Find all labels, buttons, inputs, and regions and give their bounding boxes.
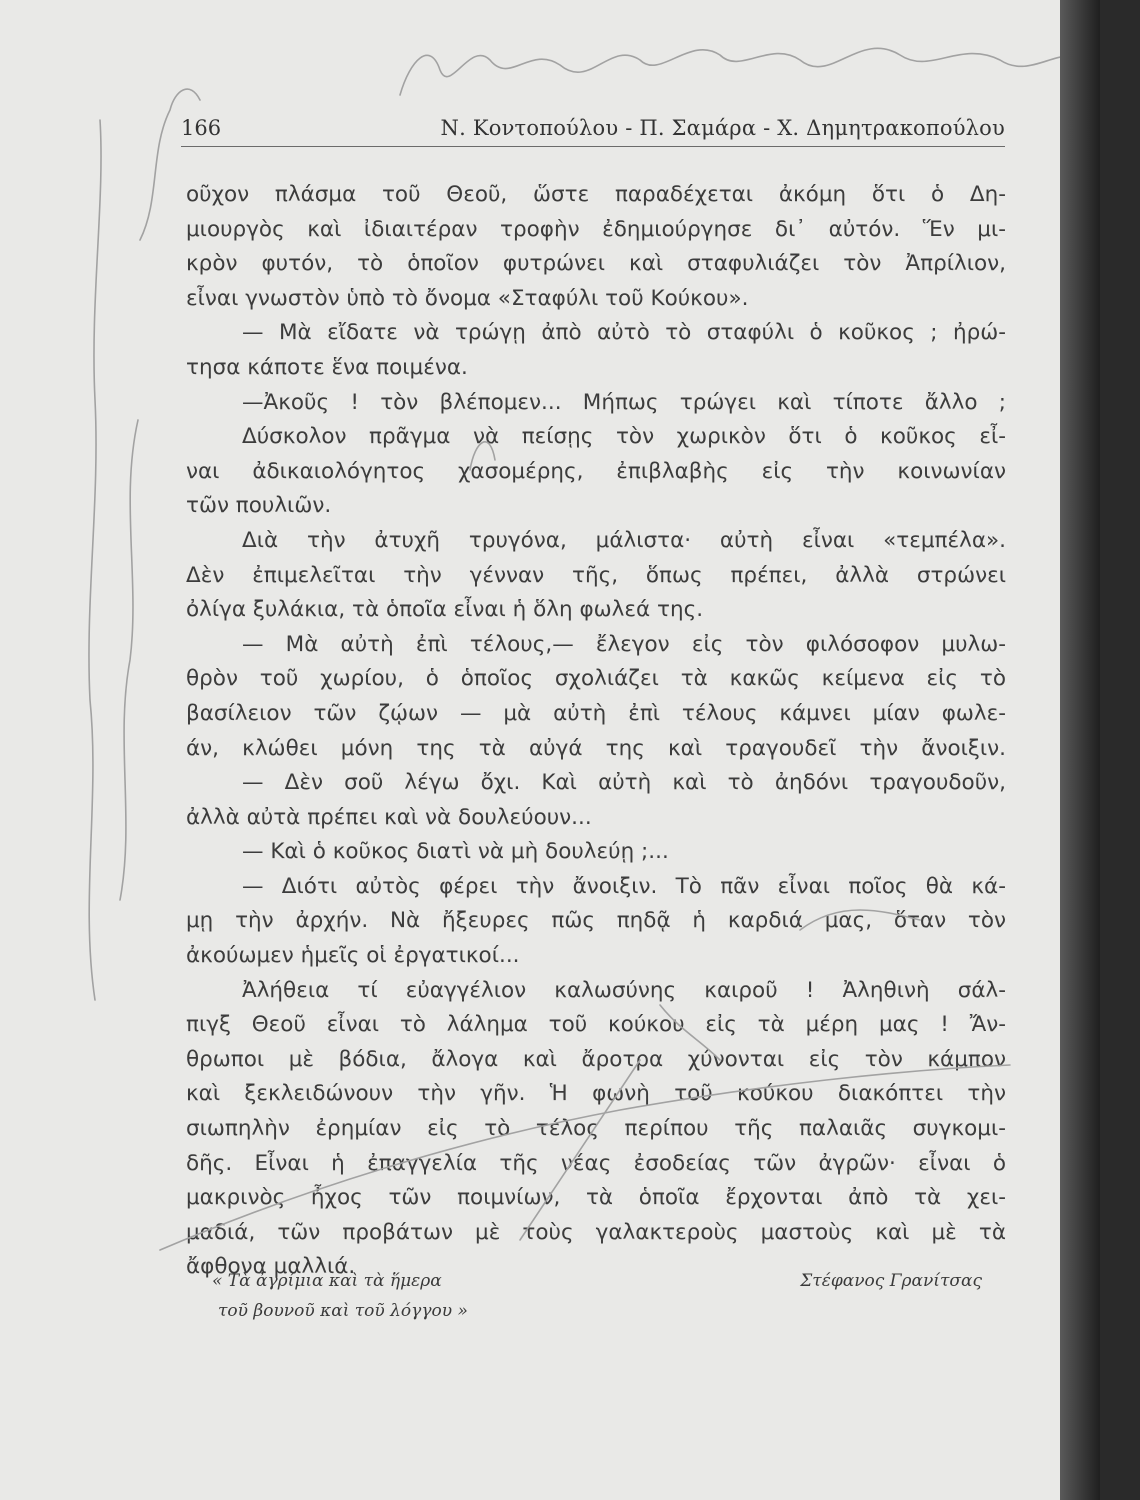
text-line: — Μὰ εἴδατε νὰ τρώγῃ ἀπὸ αὐτὸ τὸ σταφύλι ὁ κοῦκος ; ἠρώ- <box>242 320 1006 346</box>
text-line: τῶν πουλιῶν. <box>186 493 332 519</box>
text-line: κρὸν φυτόν, τὸ ὁποῖον φυτρώνει καὶ σταφυλιάζει τὸν Ἀπρίλιον, <box>186 251 1006 277</box>
text-line: Ἀλήθεια τί εὐαγγέλιον καλωσύνης καιροῦ ! Ἀληθινὴ σάλ- <box>242 977 1006 1003</box>
text-line: θρωποι μὲ βόδια, ἄλογα καὶ ἄροτρα χύνονται εἰς τὸν κάμπον <box>186 1046 1006 1072</box>
pencil-scribble-left-2 <box>120 420 138 900</box>
text-line: — Δὲν σοῦ λέγω ὄχι. Καὶ αὐτὴ καὶ τὸ ἀηδόνι τραγουδοῦν, <box>242 770 1006 796</box>
text-line: βασίλειον τῶν ζῴων — μὰ αὐτὴ ἐπὶ τέλους κάμνει μίαν φωλε- <box>186 700 1006 726</box>
text-line: καὶ ξεκλειδώνουν τὴν γῆν. Ἡ φωνὴ τοῦ κούκου διακόπτει τὴν <box>186 1081 1006 1107</box>
page-header <box>181 112 1005 147</box>
pencil-scribble-left <box>89 120 101 1000</box>
text-line: — Διότι αὐτὸς φέρει τὴν ἄνοιξιν. Τὸ πᾶν εἶναι ποῖος θὰ κά- <box>242 873 1006 899</box>
page-number: 166 <box>181 116 222 140</box>
author-name: Στέφανος Γρανίτσας <box>800 1271 982 1291</box>
text-line: — Καὶ ὁ κοῦκος διατὶ νὰ μὴ δουλεύῃ ;... <box>242 839 669 865</box>
text-line: μακρινὸς ἦχος τῶν ποιμνίων, τὰ ὁποῖα ἔρχονται ἀπὸ τὰ χει- <box>186 1185 1006 1211</box>
text-line: σιωπηλὴν ἐρημίαν εἰς τὸ τέλος περίπου τῆς παλαιᾶς συγκομι- <box>186 1116 1006 1142</box>
text-line: μαδιά, τῶν προβάτων μὲ τοὺς γαλακτεροὺς μαστοὺς καὶ μὲ τὰ <box>186 1219 1006 1245</box>
text-line: άν, κλώθει μόνη της τὰ αὐγά της καὶ τραγουδεῖ τὴν ἄνοιξιν. <box>186 735 1006 761</box>
text-line: ἀκούωμεν ἡμεῖς οἱ ἐργατικοί... <box>186 943 520 969</box>
text-line: Δύσκολον πρᾶγμα νὰ πείσῃς τὸν χωρικὸν ὅτι ὁ κοῦκος εἶ- <box>242 424 1006 450</box>
body-text <box>186 178 1006 1285</box>
text-line: ἀλλὰ αὐτὰ πρέπει καὶ νὰ δουλεύουν... <box>186 804 592 830</box>
text-line: εἶναι γνωστὸν ὑπὸ τὸ ὄνομα «Σταφύλι τοῦ Κούκου». <box>186 285 749 311</box>
text-line: — Μὰ αὐτὴ ἐπὶ τέλους,— ἔλεγον εἰς τὸν φιλόσοφον μυλω- <box>242 631 1006 657</box>
text-line: οῦχον πλάσμα τοῦ Θεοῦ, ὥστε παραδέχεται ἀκόμη ὅτι ὁ Δη- <box>186 182 1006 207</box>
running-head: Ν. Κοντοπούλου - Π. Σαμάρα - Χ. Δημητρακοπούλου <box>440 116 1005 140</box>
text-line: Δὲν ἐπιμελεῖται τὴν γένναν τῆς, ὅπως πρέπει, ἀλλὰ στρώνει <box>186 562 1006 588</box>
text-line: ἄφθονα μαλλιά. <box>186 1254 356 1280</box>
text-line: μιουργὸς καὶ ἰδιαιτέραν τροφὴν ἐδημιούργησε δι᾽ αὐτόν. Ἕν μι- <box>186 216 1006 242</box>
text-line: δῆς. Εἶναι ἡ ἐπαγγελία τῆς νέας ἐσοδείας τῶν ἀγρῶν· εἶναι ὁ <box>186 1150 1006 1176</box>
text-line: θρὸν τοῦ χωρίου, ὁ ὁποῖος σχολιάζει τὰ κακῶς κείμενα εἰς τὸ <box>186 666 1006 692</box>
source-citation <box>212 1266 468 1326</box>
text-line: ὀλίγα ξυλάκια, τὰ ὁποῖα εἶναι ἡ ὅλη φωλεά της. <box>186 597 704 623</box>
text-line: πιγξ Θεοῦ εἶναι τὸ λάλημα τοῦ κούκου εἰς τὰ μέρη μας ! Ἄν- <box>186 1012 1006 1038</box>
binding-edge <box>1060 0 1100 1500</box>
text-line: τησα κάποτε ἕνα ποιμένα. <box>186 354 468 380</box>
text-line: ναι ἀδικαιολόγητος χασομέρης, ἐπιβλαβὴς εἰς τὴν κοινωνίαν <box>186 458 1006 484</box>
pencil-scribble-top <box>400 48 1080 95</box>
text-line: Διὰ τὴν ἀτυχῆ τρυγόνα, μάλιστα· αὐτὴ εἶναι «τεμπέλα». <box>242 527 1006 553</box>
text-line: —Ἀκοῦς ! τὸν βλέπομεν... Μήπως τρώγει καὶ τίποτε ἄλλο ; <box>242 389 1006 415</box>
text-line: μῃ τὴν ἀρχήν. Νὰ ἤξευρες πῶς πηδᾷ ἡ καρδιά μας, ὅταν τὸν <box>186 908 1006 934</box>
source-line: « Τὰ ἀγρίμια καὶ τὰ ἥμερα <box>212 1271 442 1291</box>
source-line: τοῦ βουνοῦ καὶ τοῦ λόγγου » <box>218 1301 468 1321</box>
